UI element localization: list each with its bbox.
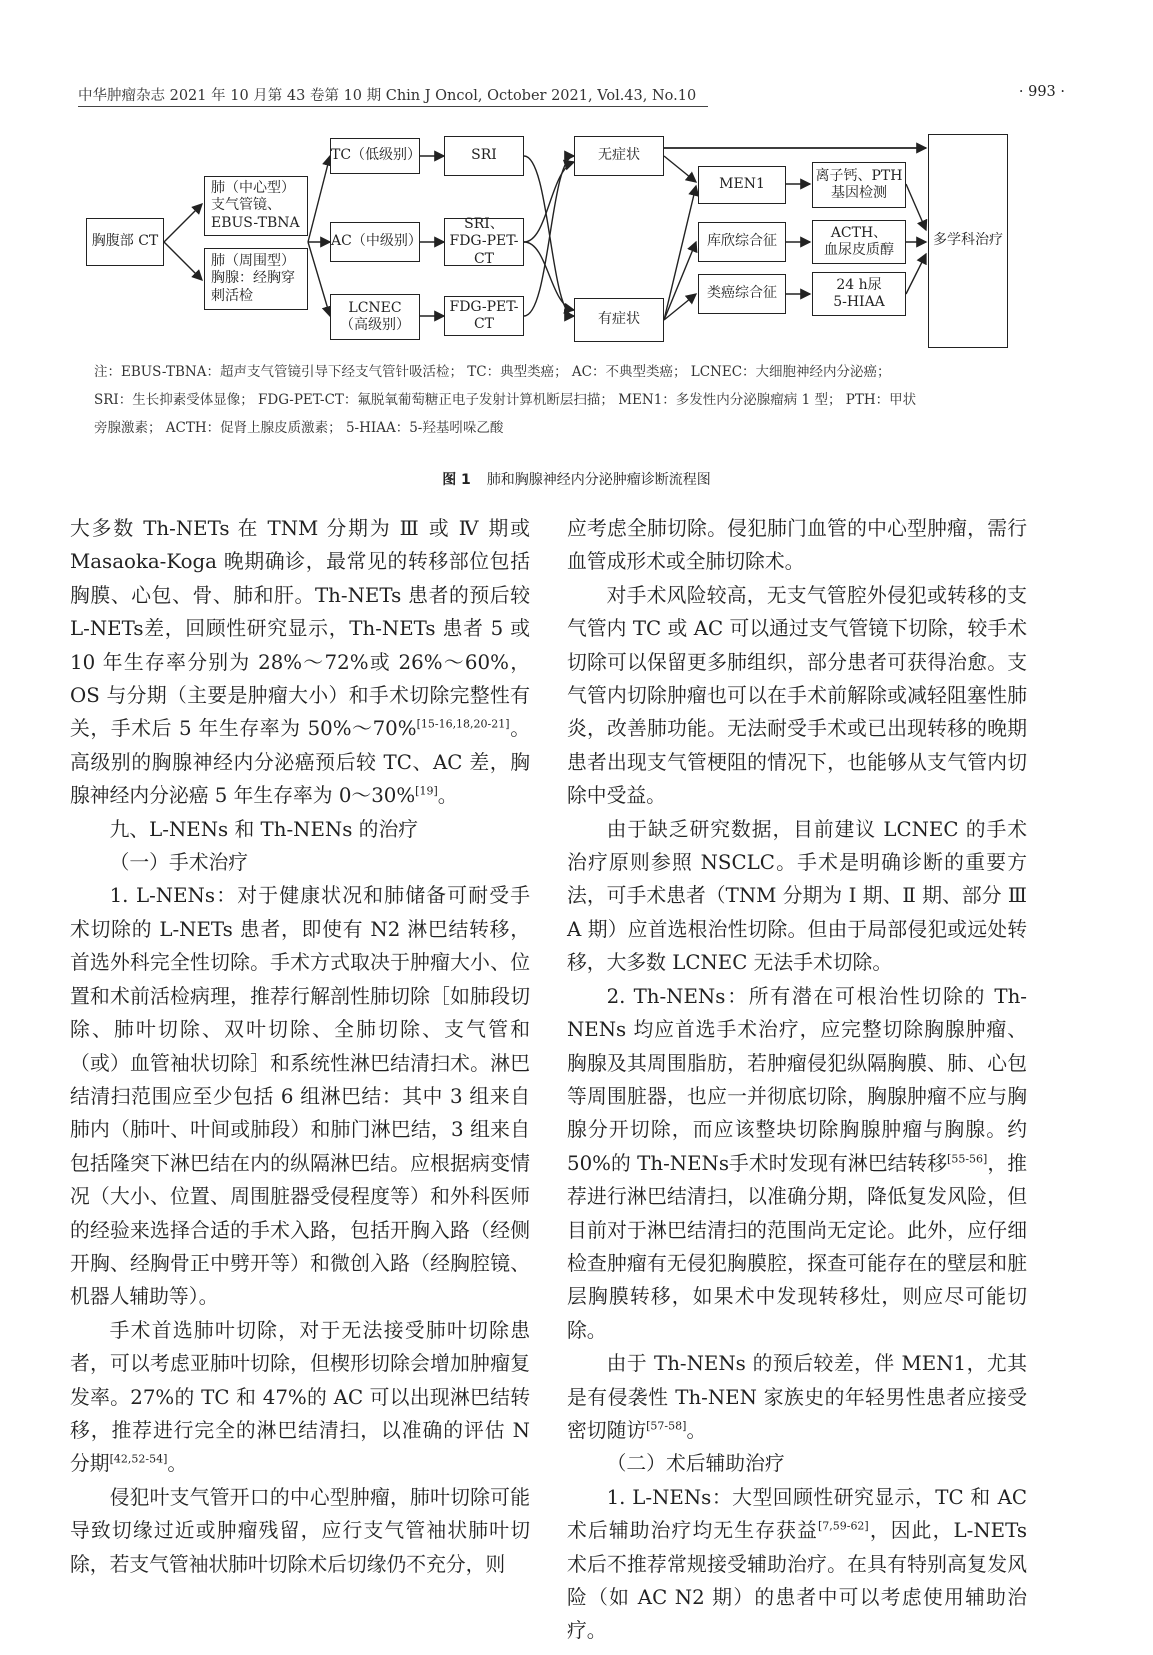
box-lung-peripheral: 肺（周围型） 胸腺：经胸穿 刺活检 bbox=[204, 248, 308, 310]
box-asymptomatic: 无症状 bbox=[574, 136, 664, 176]
box-tc: TC（低级别） bbox=[330, 138, 420, 174]
box-sri: SRI bbox=[444, 136, 524, 176]
right-column bbox=[567, 512, 1027, 1648]
paragraph: 1. L-NENs：大型回顾性研究显示，TC 和 AC 术后辅助治疗均无生存获益[7,59-62]，因此，L-NETs 术后不推荐常规接受辅助治疗。在具有特别高复发风险（如 AC N2 期）的患者中可以考虑使用辅助治疗。 bbox=[567, 1485, 1027, 1643]
paragraph: 对手术风险较高，无支气管腔外侵犯或转移的支气管内 TC 或 AC 可以通过支气管镜下切除，较手术切除可以保留更多肺组织，部分患者可获得治愈。支气管内切除肿瘤也可以在手术前解除或减轻阻塞性肺炎，改善肺功能。无法耐受手术或已出现转移的晚期患者出现支气管梗阻的情况下，也能够从支气管内切除中受益。 bbox=[567, 583, 1027, 808]
paragraph: 手术首选肺叶切除，对于无法接受肺叶切除患者，可以考虑亚肺叶切除，但楔形切除会增加肿瘤复发率。27%的 TC 和 47%的 AC 可以出现淋巴结转移，推荐进行完全的淋巴结清扫，以准确的评估 N 分期[42,52-54]。 bbox=[70, 1318, 530, 1476]
left-column bbox=[70, 512, 530, 1581]
citation: [7,59-62] bbox=[817, 1519, 869, 1533]
figure-note-line: SRI：生长抑素受体显像； FDG-PET-CT：氟脱氧葡萄糖正电子发射计算机断层扫描； MEN1：多发性内分泌腺瘤病 1 型； PTH：甲状 bbox=[94, 392, 917, 408]
figure-caption bbox=[0, 469, 1153, 489]
figure-title: 肺和胸腺神经内分泌肿瘤诊断流程图 bbox=[486, 472, 711, 488]
box-ac: AC（中级别） bbox=[330, 222, 420, 262]
paragraph: 侵犯叶支气管开口的中心型肿瘤，肺叶切除可能导致切缘过近或肿瘤残留，应行支气管袖状肺叶切除，若支气管袖状肺叶切除术后切缘仍不充分，则 bbox=[70, 1485, 530, 1576]
paragraph: 1. L-NENs：对于健康状况和肺储备可耐受手术切除的 L-NETs 患者，即使有 N2 淋巴结转移，首选外科完全性切除。手术方式取决于肿瘤大小、位置和术前活检病理，推荐行解剖性肺切除［如肺段切除、肺叶切除、双叶切除、全肺切除、支气管和（或）血管袖状切除］和系统性淋巴结清扫术。淋巴结清扫范围应至少包括 6 组淋巴结：其中 3 组来自肺内（肺叶、叶间或肺段）和肺门淋巴结，3 组来自包括隆突下淋巴结在内的纵隔淋巴结。应根据病变情况（大小、位置、周围脏器受侵程度等）和外科医师的经验来选择合适的手术入路，包括开胸入路（经侧开胸、经胸骨正中劈开等）和微创入路（经胸腔镜、机器人辅助等）。 bbox=[70, 884, 530, 1309]
figure-note-line: 旁腺激素； ACTH：促肾上腺皮质激素； 5-HIAA：5-羟基吲哚乙酸 bbox=[94, 420, 504, 436]
box-cushing: 库欣综合征 bbox=[698, 222, 786, 262]
paragraph: 大多数 Th-NETs 在 TNM 分期为 Ⅲ 或 Ⅳ 期或 Masaoka-Koga 晚期确诊，最常见的转移部位包括胸膜、心包、骨、肺和肝。Th-NETs 患者的预后较 L-NETs差，回顾性研究显示，Th-NETs 患者 5 或 10 年生存率分别为 28%～72%或 26%～60%，OS 与分期（主要是肿瘤大小）和手术切除完整性有关，手术后 5 年生存率为 50%～70%[15-16,18,20-21]。高级别的胸腺神经内分泌癌预后较 TC、AC 差，胸腺神经内分泌癌 5 年生存率为 0～30%[19]。 bbox=[70, 517, 530, 808]
box-urine-5hiaa: 24 h尿 5-HIAA bbox=[812, 272, 906, 316]
box-men1: MEN1 bbox=[698, 166, 786, 204]
citation: [19] bbox=[415, 784, 438, 798]
box-carcinoid: 类癌综合征 bbox=[698, 274, 786, 314]
page-number: · 993 · bbox=[1018, 84, 1065, 100]
figure-note-line: 注：EBUS-TBNA：超声支气管镜引导下经支气管针吸活检； TC：典型类癌； AC：不典型类癌； LCNEC：大细胞神经内分泌癌； bbox=[94, 364, 891, 380]
box-acth: ACTH、 血尿皮质醇 bbox=[812, 220, 906, 264]
citation: [42,52-54] bbox=[109, 1452, 168, 1466]
citation: [15-16,18,20-21] bbox=[416, 717, 510, 731]
subsection-heading: （二）术后辅助治疗 bbox=[606, 1452, 785, 1476]
figure-label: 图 1 bbox=[442, 472, 471, 488]
paragraph: 2. Th-NENs：所有潜在可根治性切除的 Th-NENs 均应首选手术治疗，应完整切除胸腺肿瘤、胸腺及其周围脂肪，若肿瘤侵犯纵隔胸膜、肺、心包等周围脏器，也应一并彻底切除，胸腺肿瘤不应与胸腺分开切除，而应该整块切除胸腺肿瘤与胸腺。约 50%的 Th-NENs手术时发现有淋巴结转移[55-56]，推荐进行淋巴结清扫，以准确分期，降低复发风险，但目前对于淋巴结清扫的范围尚无定论。此外，应仔细检查肿瘤有无侵犯胸膜腔，探查可能存在的壁层和脏层胸膜转移，如果术中发现转移灶，则应尽可能切除。 bbox=[567, 984, 1027, 1342]
box-fdg: FDG-PET-CT bbox=[444, 296, 524, 336]
box-calcium-pth: 离子钙、PTH 基因检测 bbox=[812, 162, 906, 208]
box-sri-fdg: SRI、 FDG-PET-CT bbox=[444, 218, 524, 266]
box-symptomatic: 有症状 bbox=[574, 298, 664, 342]
header-rule bbox=[78, 106, 708, 107]
box-lcnec: LCNEC （高级别） bbox=[330, 294, 420, 340]
box-chest-abdomen-ct: 胸腹部 CT bbox=[86, 218, 164, 266]
paragraph: 由于 Th-NENs 的预后较差，伴 MEN1，尤其是有侵袭性 Th-NEN 家族史的年轻男性患者应接受密切随访[57-58]。 bbox=[567, 1352, 1027, 1442]
paragraph: 应考虑全肺切除。侵犯肺门血管的中心型肿瘤，需行血管成形术或全肺切除术。 bbox=[567, 517, 1027, 574]
citation: [55-56] bbox=[947, 1152, 988, 1166]
box-mdt: 多学科治疗 bbox=[928, 134, 1008, 348]
journal-header: 中华肿瘤杂志 2021 年 10 月第 43 卷第 10 期 Chin J Oncol, October 2021, Vol.43, No.10 bbox=[78, 88, 697, 104]
flowchart-figure bbox=[80, 130, 1080, 380]
box-lung-central: 肺（中心型） 支气管镜、 EBUS-TBNA bbox=[204, 176, 308, 236]
subsection-heading: （一）手术治疗 bbox=[109, 851, 249, 875]
paragraph: 由于缺乏研究数据，目前建议 LCNEC 的手术治疗原则参照 NSCLC。手术是明确诊断的重要方法，可手术患者（TNM 分期为 Ⅰ 期、Ⅱ 期、部分 Ⅲ A 期）应首选根治性切除。但由于局部侵犯或远处转移，大多数 LCNEC 无法手术切除。 bbox=[567, 817, 1027, 975]
section-heading: 九、L-NENs 和 Th-NENs 的治疗 bbox=[109, 817, 419, 841]
citation: [57-58] bbox=[646, 1419, 687, 1433]
